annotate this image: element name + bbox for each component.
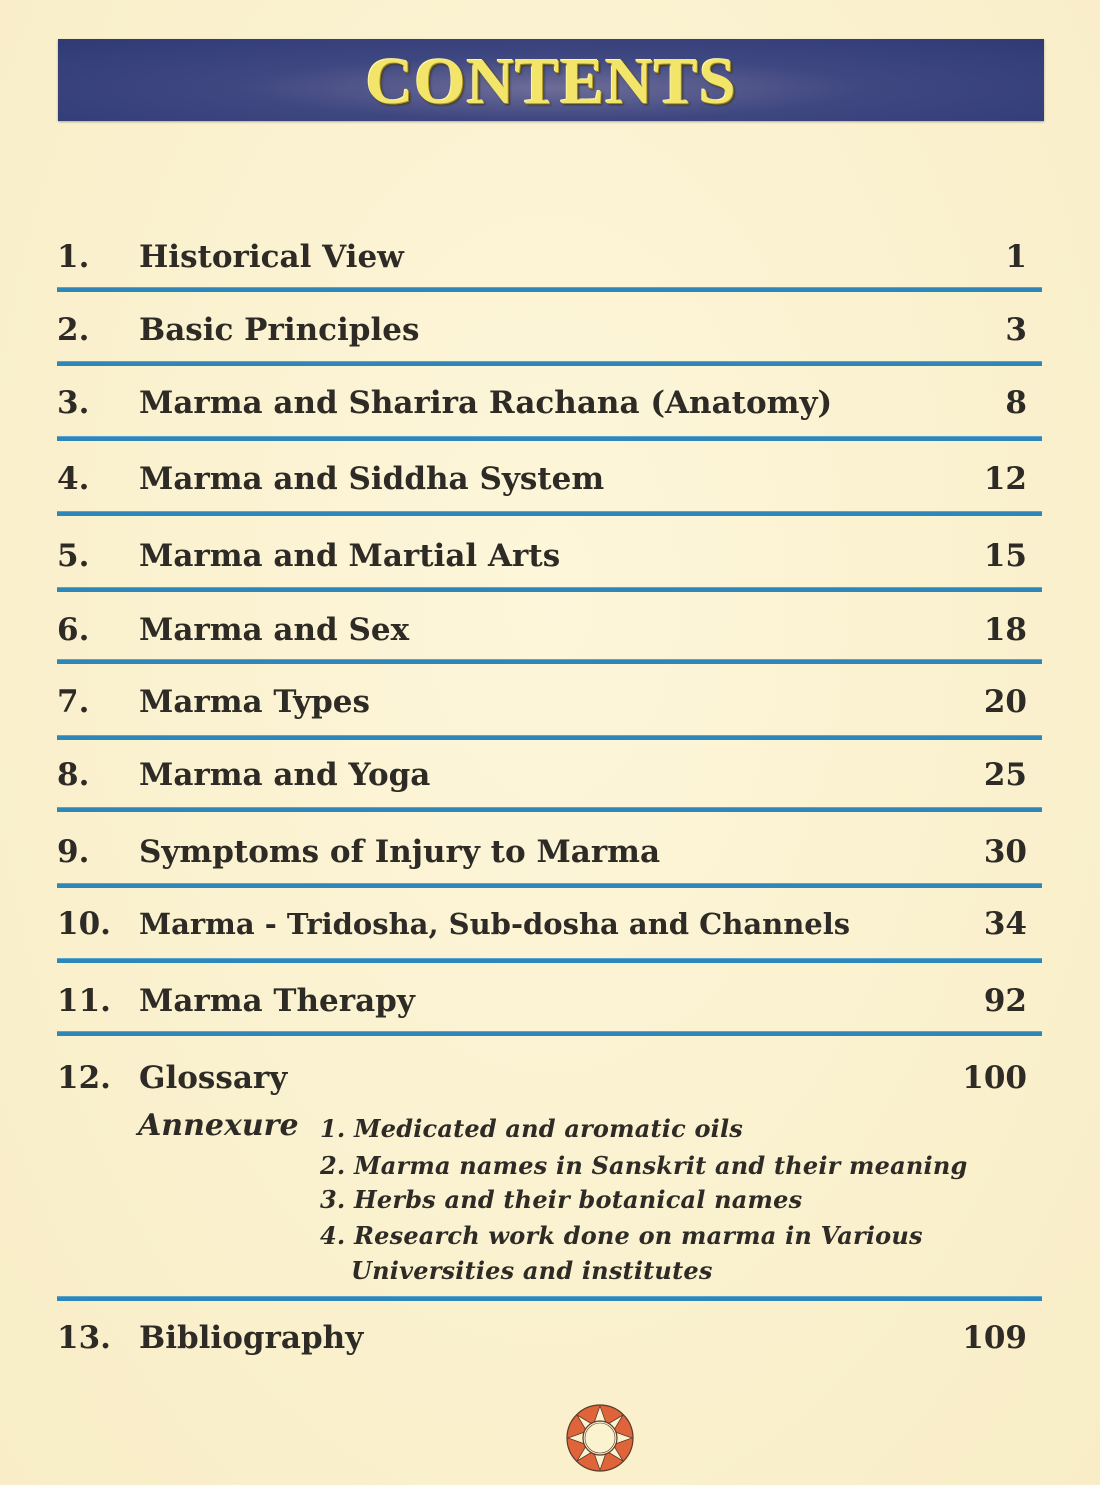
entry-page: 92 bbox=[983, 983, 1027, 1019]
entry-page: 15 bbox=[983, 538, 1027, 574]
divider bbox=[57, 883, 1042, 888]
entry-page: 100 bbox=[962, 1060, 1027, 1096]
entry-title: Historical View bbox=[139, 239, 404, 275]
entry-number: 7. bbox=[57, 684, 90, 720]
entry-number: 12. bbox=[57, 1060, 111, 1096]
entry-title: Basic Principles bbox=[139, 312, 420, 348]
entry-page: 30 bbox=[983, 834, 1027, 870]
entry-number: 9. bbox=[57, 834, 90, 870]
entry-page: 109 bbox=[962, 1320, 1027, 1356]
toc-entry[interactable] bbox=[57, 1318, 1042, 1358]
entry-number: 11. bbox=[57, 983, 111, 1019]
entry-title: Marma and Sex bbox=[139, 612, 410, 648]
entry-page: 12 bbox=[983, 461, 1027, 497]
entry-number: 8. bbox=[57, 757, 90, 793]
contents-banner bbox=[58, 39, 1044, 121]
divider bbox=[57, 958, 1042, 963]
entry-page: 20 bbox=[983, 684, 1027, 720]
toc-entry[interactable] bbox=[57, 536, 1042, 576]
entry-title: Symptoms of Injury to Marma bbox=[139, 834, 661, 870]
annexure-label: Annexure bbox=[138, 1108, 299, 1143]
entry-number: 1. bbox=[57, 239, 90, 275]
entry-title: Marma and Siddha System bbox=[139, 461, 605, 497]
toc-entry[interactable] bbox=[57, 1058, 1042, 1098]
entry-title: Marma and Yoga bbox=[139, 757, 431, 793]
entry-title: Marma and Sharira Rachana (Anatomy) bbox=[139, 385, 833, 421]
divider bbox=[57, 361, 1042, 366]
toc-entry[interactable] bbox=[57, 832, 1042, 872]
entry-title: Marma Types bbox=[139, 684, 370, 720]
toc-entry[interactable] bbox=[57, 981, 1042, 1021]
annexure-item[interactable]: 3. Herbs and their botanical names bbox=[320, 1185, 803, 1214]
entry-number: 4. bbox=[57, 461, 90, 497]
entry-number: 13. bbox=[57, 1320, 111, 1356]
entry-number: 2. bbox=[57, 312, 90, 348]
toc-entry[interactable] bbox=[57, 610, 1042, 650]
entry-title: Marma and Martial Arts bbox=[139, 538, 561, 574]
entry-page: 18 bbox=[983, 612, 1027, 648]
toc-entry[interactable] bbox=[57, 755, 1042, 795]
page-title: CONTENTS bbox=[365, 45, 737, 118]
divider bbox=[57, 587, 1042, 592]
toc-entry[interactable] bbox=[57, 459, 1042, 499]
divider bbox=[57, 436, 1042, 441]
divider bbox=[57, 807, 1042, 812]
entry-title: Glossary bbox=[139, 1060, 288, 1096]
entry-title: Marma Therapy bbox=[139, 983, 415, 1019]
divider bbox=[57, 659, 1042, 664]
sun-star-emblem-icon bbox=[565, 1403, 635, 1473]
entry-page: 8 bbox=[1005, 385, 1027, 421]
annexure-item[interactable]: Universities and institutes bbox=[351, 1256, 713, 1285]
entry-number: 3. bbox=[57, 385, 90, 421]
entry-page: 34 bbox=[983, 906, 1027, 942]
divider bbox=[57, 287, 1042, 292]
entry-page: 25 bbox=[983, 757, 1027, 793]
entry-title: Bibliography bbox=[139, 1320, 364, 1356]
toc-entry[interactable] bbox=[57, 310, 1042, 350]
entry-number: 5. bbox=[57, 538, 90, 574]
entry-number: 10. bbox=[57, 906, 111, 942]
toc-entry[interactable] bbox=[57, 237, 1042, 277]
toc-entry[interactable] bbox=[57, 383, 1042, 423]
divider bbox=[57, 1296, 1042, 1301]
annexure-item[interactable]: 1. Medicated and aromatic oils bbox=[320, 1114, 744, 1143]
entry-title: Marma - Tridosha, Sub-dosha and Channels bbox=[139, 907, 851, 941]
entry-page: 1 bbox=[1005, 239, 1027, 275]
annexure-item[interactable]: 4. Research work done on marma in Various bbox=[320, 1221, 923, 1250]
divider bbox=[57, 1031, 1042, 1036]
toc-entry[interactable] bbox=[57, 904, 1042, 944]
entry-page: 3 bbox=[1005, 312, 1027, 348]
toc-entry[interactable] bbox=[57, 682, 1042, 722]
entry-number: 6. bbox=[57, 612, 90, 648]
annexure-item[interactable]: 2. Marma names in Sanskrit and their meaning bbox=[320, 1151, 968, 1180]
divider bbox=[57, 511, 1042, 516]
divider bbox=[57, 735, 1042, 740]
